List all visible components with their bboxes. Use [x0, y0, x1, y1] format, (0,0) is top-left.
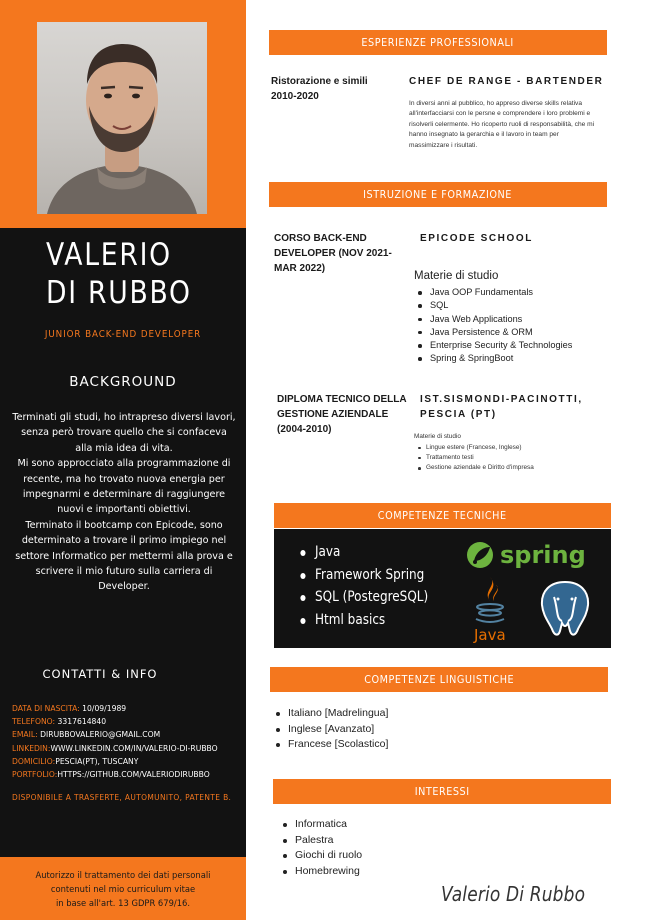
education-subjects-title-2: Materie di studio — [414, 433, 461, 440]
background-text — [12, 410, 236, 595]
experience-sector-text: Ristorazione e simili — [271, 76, 368, 87]
list-item: Framework Spring — [315, 564, 428, 587]
languages-list — [288, 706, 388, 753]
privacy-line: in base all'art. 13 GDPR 679/16. — [55, 898, 191, 908]
experience-heading-text: ESPERIENZE PROFESSIONALI — [361, 36, 515, 49]
full-name — [46, 236, 192, 312]
availability-note: DISPONIBILE A TRASFERTE, AUTOMUNITO, PATENTE B. — [12, 792, 232, 802]
education-subjects-list-2 — [426, 443, 534, 474]
java-logo-icon — [470, 575, 512, 643]
profile-photo — [37, 22, 207, 214]
interests-heading-text: INTERESSI — [414, 785, 470, 798]
education-subjects-title-1: Materie di studio — [414, 270, 499, 282]
interests-list — [295, 817, 362, 880]
list-item: Trattamento testi — [426, 453, 534, 463]
job-title: JUNIOR BACK-END DEVELOPER — [44, 329, 202, 340]
background-heading: BACKGROUND — [69, 374, 177, 390]
languages-heading — [270, 667, 608, 692]
contact-phone[interactable] — [12, 715, 225, 728]
education-subjects-list-1 — [430, 286, 572, 366]
list-item: Java Web Applications — [430, 313, 572, 326]
list-item: Java — [315, 541, 428, 564]
experience-sector — [271, 74, 391, 104]
postgresql-logo-icon — [536, 579, 594, 641]
contact-value: HTTPS://GITHUB.COM/VALERIODIRUBBO — [57, 769, 210, 780]
contact-label: TELEFONO: — [12, 716, 56, 727]
spring-logo-text: spring — [500, 541, 586, 569]
contact-label: PORTFOLIO: — [12, 769, 58, 780]
experience-description: In diversi anni al pubblico, ho appreso diverse skills relativa all'interfacciarsi con le persne e comprendere i loro problemi e risolverli celermente. Ho ricoperto ruoli di responsabilità, che mi hanno insegnato la gerarchia e il lavoro in team per massimizzare i risultati. — [409, 100, 595, 149]
signature: Valerio Di Rubbo — [441, 882, 586, 906]
contact-value: 10/09/1989 — [79, 703, 127, 713]
education-course-1: CORSO BACK-END DEVELOPER (NOV 2021-MAR 2022) — [274, 233, 392, 274]
spring-logo-icon — [466, 539, 606, 571]
background-paragraph: Terminati gli studi, ho intrapreso diversi lavori, senza però trovare quello che si confaceva alla mia idea di vita. — [12, 412, 236, 454]
list-item: Informatica — [295, 817, 362, 833]
contact-value: 3317614840 — [55, 716, 107, 727]
list-item: SQL — [430, 299, 572, 312]
education-school-1: EPICODE SCHOOL — [420, 233, 533, 244]
interests-heading — [273, 779, 611, 804]
languages-heading-text: COMPETENZE LINGUISTICHE — [364, 673, 514, 686]
last-name: DI RUBBO — [46, 275, 192, 311]
list-item: Html basics — [315, 609, 428, 632]
tech-skills-list — [315, 541, 428, 631]
contact-email[interactable] — [12, 728, 225, 741]
experience-heading — [269, 30, 607, 55]
contacts-heading: CONTATTI & INFO — [42, 667, 158, 681]
list-item: Spring & SpringBoot — [430, 352, 572, 365]
experience-role: CHEF DE RANGE - BARTENDER — [409, 76, 604, 87]
contact-linkedin[interactable] — [12, 742, 225, 755]
list-item: SQL (PostegreSQL) — [315, 586, 428, 609]
list-item: Francese [Scolastico] — [288, 737, 388, 753]
contact-label: EMAIL: — [12, 729, 38, 740]
list-item: Inglese [Avanzato] — [288, 722, 388, 738]
experience-period: 2010-2020 — [271, 91, 319, 102]
list-item: Java OOP Fundamentals — [430, 286, 572, 299]
contact-value: WWW.LINKEDIN.COM/IN/VALERIO-DI-RUBBO — [50, 742, 218, 753]
java-logo-text: Java — [474, 626, 506, 643]
education-school-2: IST.SISMONDI-PACINOTTI, PESCIA (PT) — [420, 394, 583, 420]
contact-birthdate — [12, 702, 225, 715]
education-heading-text: ISTRUZIONE E FORMAZIONE — [363, 188, 513, 201]
list-item: Italiano [Madrelingua] — [288, 706, 388, 722]
contact-value: PESCIA(PT), TUSCANY — [55, 755, 139, 766]
education-heading — [269, 182, 607, 207]
contact-value: DIRUBBOVALERIO@GMAIL.COM — [37, 729, 161, 740]
contact-portfolio[interactable] — [12, 768, 225, 781]
list-item: Palestra — [295, 833, 362, 849]
first-name: VALERIO — [46, 237, 172, 273]
sidebar — [0, 0, 246, 920]
tech-skills-heading — [274, 503, 611, 528]
background-paragraph: Mi sono approcciato alla programmazione di recente, ma ho trovato nuova energia per impegnarmi e determinare di raggiungere nuovi e importanti obiettivi. — [17, 458, 231, 516]
list-item: Lingue estere (Francese, Inglese) — [426, 443, 534, 453]
list-item: Giochi di ruolo — [295, 848, 362, 864]
contact-label: DATA DI NASCITA: — [12, 703, 80, 713]
background-paragraph: Terminato il bootcamp con Epicode, sono determinato a trovare il primo impiego nel settore Informatico per mettermi alla prova e scrivere il mio futuro sulla carriera di Developer. — [15, 519, 233, 593]
privacy-line: contenuti nel mio curriculum vitae — [50, 884, 196, 894]
privacy-line: Autorizzo il trattamento dei dati personali — [35, 870, 211, 880]
list-item: Java Persistence & ORM — [430, 326, 572, 339]
list-item: Gestione aziendale e Diritto d'impresa — [426, 463, 534, 473]
contact-label: DOMICILIO: — [12, 755, 56, 766]
education-course-2: DIPLOMA TECNICO DELLA GESTIONE AZIENDALE (2004-2010) — [277, 394, 407, 435]
contacts-list — [12, 702, 225, 781]
list-item: Enterprise Security & Technologies — [430, 339, 572, 352]
privacy-consent — [0, 857, 246, 920]
list-item: Homebrewing — [295, 864, 362, 880]
contact-label: LINKEDIN: — [12, 742, 51, 753]
contact-domicile — [12, 755, 225, 768]
tech-skills-heading-text: COMPETENZE TECNICHE — [378, 509, 507, 522]
